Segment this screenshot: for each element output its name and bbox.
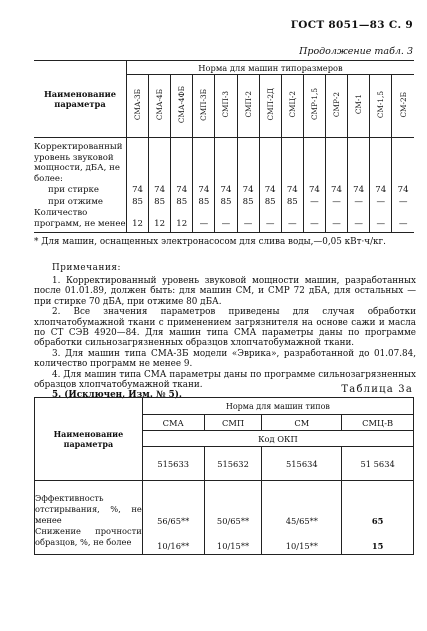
table-cell: — — [215, 208, 237, 233]
table-cell: — — [303, 196, 325, 208]
notes-title: Примечания: — [52, 263, 122, 273]
table-cell: 12 — [149, 208, 171, 233]
table-cell: 74 — [171, 184, 193, 196]
okp-header: Код ОКП — [142, 431, 413, 447]
table-cell: — — [237, 208, 259, 233]
table-cell: 56/65** — [142, 481, 204, 527]
table-cell: 50/65** — [204, 481, 262, 527]
column-header: СМА-3Б — [133, 88, 143, 121]
column-header: СМЦ-2 — [287, 91, 297, 118]
table-cell: 74 — [259, 184, 281, 196]
type-header: СМ — [262, 415, 342, 431]
row-header: Наименование параметра — [34, 61, 126, 138]
row-label: Снижение прочности образцов, %, не более — [35, 526, 143, 554]
row-header: Наименование параметра — [35, 398, 143, 481]
column-header: СМА-4ФБ — [177, 85, 187, 124]
table-cell: — — [370, 208, 392, 233]
table-cell: 74 — [281, 184, 303, 196]
table-caption: Таблица 3а — [341, 384, 413, 395]
row-label: при отжиме — [34, 196, 126, 208]
table-cell: 12 — [171, 208, 193, 233]
column-header: СМР-2 — [332, 91, 342, 118]
column-header: СМП-3Б — [199, 88, 209, 121]
table-cell: — — [303, 208, 325, 233]
column-header: СМ-1 — [354, 94, 364, 115]
table-cell: 85 — [259, 196, 281, 208]
type-header: СМА — [142, 415, 204, 431]
document-code: ГОСТ 8051—83 С. 9 — [290, 19, 413, 31]
okp-code: 515634 — [262, 447, 342, 481]
column-header: СМА-4Б — [155, 88, 165, 121]
table-cell: 10/15** — [262, 526, 342, 554]
table-cell: — — [325, 208, 347, 233]
table-cell: — — [193, 208, 215, 233]
param-noise-label: Корректированный уровень звуковой мощности, дБА, не более: — [34, 138, 126, 185]
column-header: СМР-1,5 — [309, 88, 319, 121]
table-cell: — — [259, 208, 281, 233]
table-cell: 15 — [342, 526, 414, 554]
table-cell: — — [348, 196, 370, 208]
note-item: 4. Для машин типа СМА параметры даны по программе сильнозагрязненных образцов хлопчатобумажной ткани. — [34, 369, 416, 391]
table-cell: 74 — [325, 184, 347, 196]
table-cell: 74 — [126, 184, 148, 196]
table-cell: 12 — [126, 208, 148, 233]
table-cell: 10/16** — [142, 526, 204, 554]
column-header: СМП-3 — [221, 91, 231, 118]
table-cell: 85 — [193, 196, 215, 208]
column-header: СМП-2Д — [265, 88, 275, 121]
row-label: при стирке — [34, 184, 126, 196]
table-3a — [34, 397, 414, 555]
note-item: 2. Все значения параметров приведены для случая обработки хлопчатобумажной ткани с применением загрязнителя на основе сажи и масла по СТ СЭВ 4920—84. Для машин типа СМА параметры даны по программе обработки сильнозагрязненных образцов хлопчатобумажной ткани. — [34, 307, 416, 349]
table-cell: — — [370, 196, 392, 208]
table-cell: 74 — [397, 185, 409, 195]
table-cell: 74 — [215, 184, 237, 196]
table-cell: 74 — [348, 184, 370, 196]
table-cell: 45/65** — [262, 481, 342, 527]
type-header: СМП — [204, 415, 262, 431]
norms-table — [34, 60, 414, 233]
table-cell: 74 — [370, 184, 392, 196]
okp-code: 515632 — [204, 447, 262, 481]
table-cell: 85 — [281, 196, 303, 208]
param-programs-label: Количество программ, не менее — [34, 208, 126, 233]
table-continuation-caption: Продолжение табл. 3 — [299, 46, 413, 57]
table-cell: 85 — [149, 196, 171, 208]
table-cell: 74 — [149, 184, 171, 196]
table-cell: 10/15** — [204, 526, 262, 554]
group-header: Норма для машин типов — [142, 398, 413, 415]
table-cell: — — [398, 197, 408, 207]
table-cell: 74 — [303, 184, 325, 196]
table-cell: — — [325, 196, 347, 208]
group-header: Норма для машин типоразмеров — [126, 61, 414, 75]
type-header: СМЦ-В — [342, 415, 414, 431]
table-cell: 85 — [237, 196, 259, 208]
note-item: 3. Для машин типа СМА-3Б модели «Эврика», разработанной до 01.07.84, количество программ не менее 9. — [34, 348, 416, 370]
table-cell: 74 — [237, 184, 259, 196]
note-item: 5. (Исключен, Изм. № 5). — [52, 390, 182, 401]
column-header: СМП-2 — [243, 91, 253, 118]
footnote: * Для машин, оснащенных электронасосом для слива воды,—0,05 кВт·ч/кг. — [34, 237, 386, 247]
note-item: 1. Корректированный уровень звуковой мощности машин, разработанных после 01.01.89, должен быть: для машин СМ, и СМР 72 дБА, для остальных — при стирке 70 дБА, при отжиме 80 дБА. — [34, 276, 416, 307]
table-cell: 65 — [342, 481, 414, 527]
table-cell: — — [392, 208, 414, 233]
row-label: Эффективность отстирывания, %, не менее — [35, 481, 143, 527]
okp-code: 515633 — [142, 447, 204, 481]
column-header: СМ-1,5 — [376, 90, 386, 119]
table-cell: 85 — [171, 196, 193, 208]
column-header: СМ-2Б — [398, 91, 408, 118]
table-cell: — — [348, 208, 370, 233]
okp-code: 51 5634 — [342, 447, 414, 481]
table-cell: 74 — [193, 184, 215, 196]
table-cell: 85 — [215, 196, 237, 208]
table-cell: 85 — [126, 196, 148, 208]
table-cell: — — [281, 208, 303, 233]
